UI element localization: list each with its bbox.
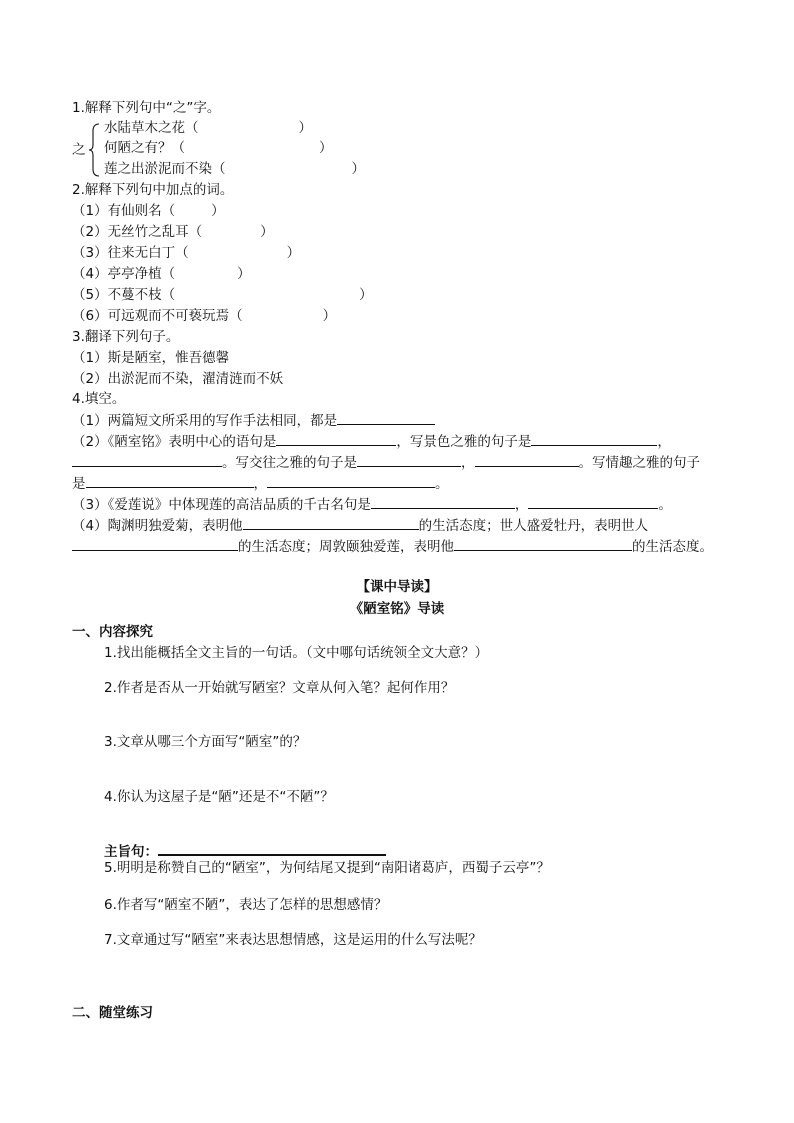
answer-blank[interactable] [357,452,461,467]
q4-sentence-4b: 的生活态度；周敦颐独爱莲，表明他 的生活态度。 [72,536,713,557]
theme-sentence: 主旨句： [104,840,386,862]
answer-blank[interactable] [72,452,222,467]
answer-blank[interactable] [243,515,419,530]
answer-blank[interactable] [528,494,658,509]
q2-title: 2.解释下列句中加点的词。 [72,182,234,198]
q3-item-1: （1）斯是陋室，惟吾德馨 [72,350,230,366]
answer-blank[interactable] [454,536,632,551]
q4-sentence-2a: （2）《陋室铭》表明中心的语句是 ，写景色之雅的句子是 ， [72,431,671,452]
answer-blank[interactable] [475,452,579,467]
answer-blank[interactable] [337,410,435,425]
q1-title: 1.解释下列句中“之”字。 [72,100,221,116]
part1-q2: 2.作者是否从一开始就写陋室？文章从何入笔？起何作用？ [104,680,455,696]
q2-item-1: （1）有仙则名（ ） [72,203,225,219]
q4-sentence-3: （3）《爱莲说》中体现莲的高洁品质的千古名句是 ， 。 [72,494,672,515]
q4-sentence-4a: （4）陶渊明独爱菊，表明他 的生活态度；世人盛爱牡丹，表明世人 [72,515,648,536]
q4-title: 4.填空。 [72,391,126,407]
answer-blank[interactable] [276,431,396,446]
part2-title: 二、随堂练习 [72,1005,153,1021]
part1-q5: 5.明明是称赞自己的“陋室”，为何结尾又提到“南阳诸葛庐，西蜀子云亭”？ [104,860,550,876]
zhi-char: 之 [72,142,86,158]
q4-sentence-1: （1）两篇短文所采用的写作手法相同，都是 [72,410,435,431]
curly-brace-icon [88,123,100,177]
q2-item-4: （4）亭亭净植（ ） [72,266,251,282]
part1-q6: 6.作者写“陋室不陋”，表达了怎样的思想感情？ [104,897,388,913]
q4-sentence-2c: 是 ， 。 [72,473,449,494]
answer-blank[interactable] [72,536,238,551]
part1-q1: 1.找出能概括全文主旨的一句话。（文中哪句话统领全文大意？） [104,645,489,661]
q2-item-2: （2）无丝竹之乱耳（ ） [72,224,274,240]
part1-q3: 3.文章从哪三个方面写“陋室”的？ [104,734,307,750]
q2-item-5: （5）不蔓不枝（ ） [72,287,373,303]
theme-answer-blank[interactable] [158,840,386,856]
answer-blank[interactable] [86,473,254,488]
answer-blank[interactable] [531,431,657,446]
part1-q7: 7.文章通过写“陋室”来表达思想情感，这是运用的什么写法呢？ [104,932,482,948]
q4-sentence-2b: 。写交往之雅的句子是 ， 。写情趣之雅的句子 [72,452,700,473]
q3-item-2: （2）出淤泥而不染，濯清涟而不妖 [72,371,284,387]
q1-item-1: 水陆草木之花（ ） [104,120,312,136]
q2-item-3: （3）往来无白丁（ ） [72,245,301,261]
q2-item-6: （6）可远观而不可亵玩焉（ ） [72,308,337,324]
answer-blank[interactable] [371,494,515,509]
q1-item-2: 何陋之有？（ ） [104,140,333,156]
q1-item-3: 莲之出淤泥而不染（ ） [104,161,365,177]
part1-q4: 4.你认为这屋子是“陋”还是不“不陋”？ [104,789,334,805]
part1-title: 一、内容探究 [72,624,153,640]
answer-blank[interactable] [267,473,435,488]
q3-title: 3.翻译下列句子。 [72,329,180,345]
section-title: 【课中导读】 [356,579,438,595]
section-subtitle: 《陋室铭》导读 [349,601,445,617]
